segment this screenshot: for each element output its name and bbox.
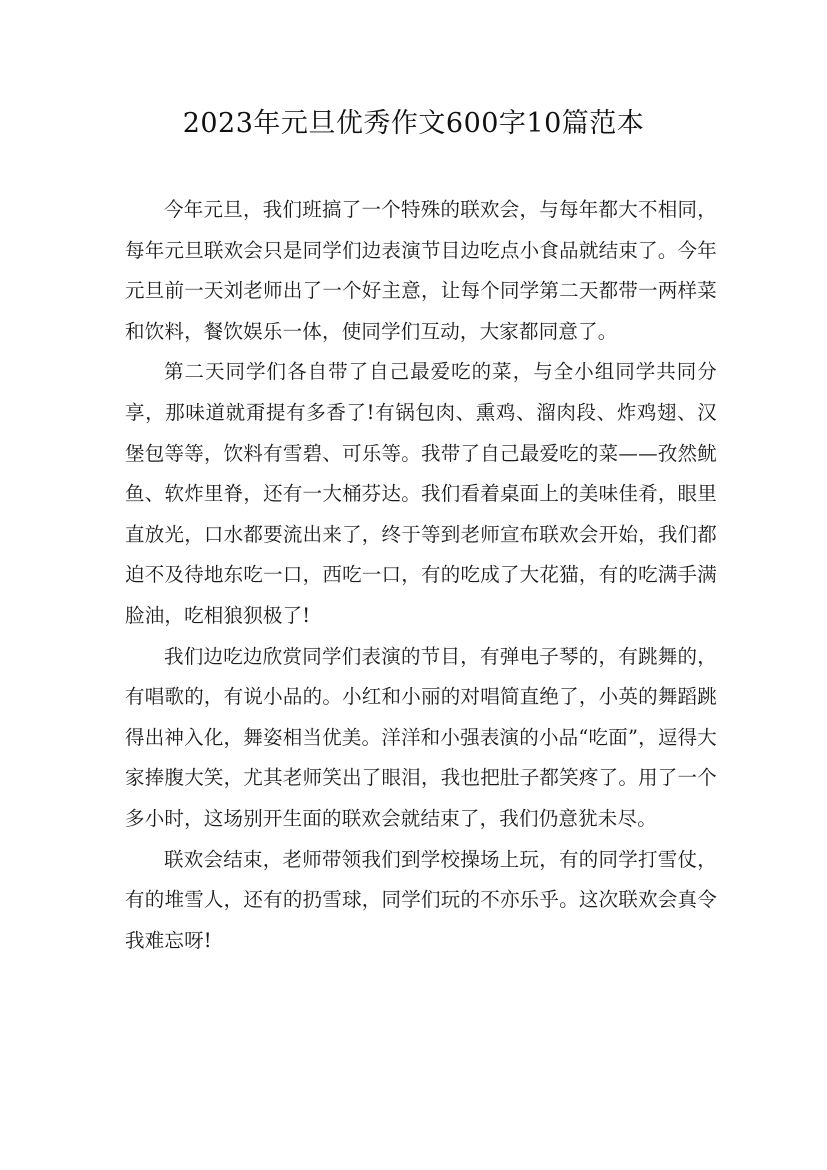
paragraph-2: 第二天同学们各自带了自己最爱吃的菜，与全小组同学共同分享，那味道就甭提有多香了!有锅包肉、熏鸡、溜肉段、炸鸡翅、汉堡包等等，饮料有雪碧、可乐等。我带了自己最爱吃的菜——孜然鱿鱼、软炸里脊，还有一大桶芬达。我们看着桌面上的美味佳肴，眼里直放光，口水都要流出来了，终于等到老师宣布联欢会开始，我们都迫不及待地东吃一口，西吃一口，有的吃成了大花猫，有的吃满手满脸油，吃相狼狈极了! (125, 360, 717, 627)
paragraph-3: 我们边吃边欣赏同学们表演的节目，有弹电子琴的，有跳舞的，有唱歌的，有说小品的。小红和小丽的对唱简直绝了，小英的舞蹈跳得出神入化，舞姿相当优美。洋洋和小强表演的小品“吃面”，逗得大家捧腹大笑，尤其老师笑出了眼泪，我也把肚子都笑疼了。用了一个多小时，这场别开生面的联欢会就结束了，我们仍意犹未尽。 (125, 644, 717, 830)
document-body (125, 190, 717, 961)
paragraph-1: 今年元旦，我们班搞了一个特殊的联欢会，与每年都大不相同，每年元旦联欢会只是同学们边表演节目边吃点小食品就结束了。今年元旦前一天刘老师出了一个好主意，让每个同学第二天都带一两样菜和饮料，餐饮娱乐一体，使同学们互动，大家都同意了。 (125, 198, 717, 343)
document-title: 2023年元旦优秀作文600字10篇范本 (182, 108, 645, 139)
paragraph-4: 联欢会结束，老师带领我们到学校操场上玩，有的同学打雪仗，有的堆雪人，还有的扔雪球，同学们玩的不亦乐乎。这次联欢会真令我难忘呀! (125, 847, 717, 952)
